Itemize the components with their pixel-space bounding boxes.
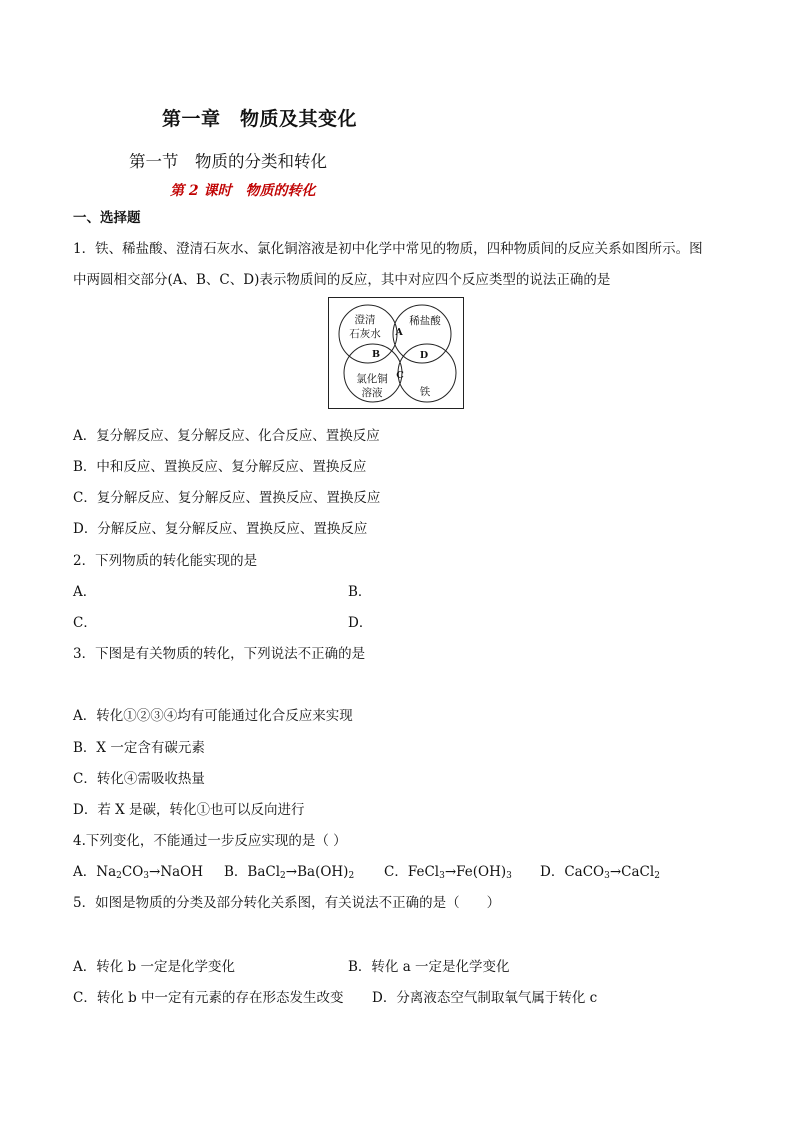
q5-option-d: D．分离液态空气制取氧气属于转化 c [372,990,598,1006]
q1-stem-line2: 中两圆相交部分(A、B、C、D)表示物质间的反应，其中对应四个反应类型的说法正确的是 [73,272,611,288]
venn-label-limewater-2: 石灰水 [349,328,381,340]
q4-d-to: CaCl [621,864,655,880]
chapter-title: 第一章 物质及其变化 [162,108,358,130]
q3-option-d: D．若 X 是碳，转化①也可以反向进行 [73,802,305,818]
q3-option-c: C．转化④需吸收热量 [73,771,205,787]
venn-letter-b: B [371,349,381,360]
section-title: 第一节 物质的分类和转化 [129,152,327,171]
venn-label-copper-chloride-1: 氯化铜 [356,373,388,385]
q4-a-from: Na [96,864,117,880]
q4-c-arrow: → [444,864,457,880]
q3-option-a: A．转化①②③④均有可能通过化合反应来实现 [73,708,353,724]
q5-option-a: A．转化 b 一定是化学变化 [73,959,235,975]
q4-c-to: Fe(OH) [456,864,507,880]
q4-d-from-sub: 3 [604,871,610,881]
venn-letter-a: A [395,327,403,338]
q2-option-d: D． [348,615,373,631]
q4-b-to: Ba(OH) [297,864,349,880]
q4-d-label: D． [540,864,565,880]
q5-option-c: C．转化 b 中一定有元素的存在形态发生改变 [73,990,344,1006]
q4-a-label: A． [73,864,97,880]
q2-option-a: A． [73,584,97,600]
q1-venn-diagram [328,297,464,409]
q2-stem: 2．下列物质的转化能实现的是 [73,553,258,569]
venn-diagram-svg [329,298,463,408]
part-heading: 一、选择题 [73,210,141,226]
q4-option-c [384,860,512,880]
q1-stem-line1: 1．铁、稀盐酸、澄清石灰水、氯化铜溶液是初中化学中常见的物质，四种物质间的反应关系如图所示。图 [73,241,703,257]
q1-option-d: D．分解反应、复分解反应、置换反应、置换反应 [73,521,368,537]
q2-option-b: B． [348,584,372,600]
q4-stem: 4.下列变化，不能通过一步反应实现的是（ ） [73,833,347,849]
q4-c-from-sub: 3 [439,871,445,881]
venn-label-limewater-1: 澄清 [354,314,376,326]
q4-d-from: CaCO [564,864,605,880]
lesson-title: 第 2 课时 物质的转化 [170,183,316,199]
q4-b-from-sub: 2 [280,871,286,881]
venn-label-copper-chloride-2: 溶液 [361,387,383,399]
venn-letter-c: C [396,370,404,381]
q4-option-d [540,860,660,880]
q4-b-arrow: → [285,864,298,880]
venn-letter-d: D [419,350,429,361]
q4-b-from: BaCl [247,864,281,880]
q4-a-from-mid: CO [121,864,144,880]
q4-d-arrow: → [609,864,622,880]
q1-option-b: B．中和反应、置换反应、复分解反应、置换反应 [73,459,367,475]
q4-c-from: FeCl [407,864,440,880]
venn-label-iron: 铁 [419,386,431,398]
q4-option-b [224,860,354,880]
q4-a-from-sub1: 2 [116,871,122,881]
q3-option-b: B．X 一定含有碳元素 [73,740,205,756]
q4-b-label: B． [224,864,248,880]
q3-stem: 3．下图是有关物质的转化，下列说法不正确的是 [73,646,366,662]
q5-option-b: B．转化 a 一定是化学变化 [348,959,510,975]
q1-option-c: C．复分解反应、复分解反应、置换反应、置换反应 [73,490,381,506]
q4-c-to-sub: 3 [506,871,512,881]
q5-stem: 5．如图是物质的分类及部分转化关系图，有关说法不正确的是（ ） [73,895,501,911]
q4-a-arrow: → [149,864,161,880]
q4-b-to-sub: 2 [348,871,355,881]
q4-c-label: C． [384,864,408,880]
q4-a-to: NaOH [160,864,204,880]
q2-option-c: C． [73,615,97,631]
q4-a-from-sub2: 3 [143,871,149,881]
q4-option-a [73,860,203,880]
q1-option-a: A．复分解反应、复分解反应、化合反应、置换反应 [73,428,380,444]
venn-label-hydrochloric-acid: 稀盐酸 [409,315,441,327]
q4-d-to-sub: 2 [654,871,660,881]
